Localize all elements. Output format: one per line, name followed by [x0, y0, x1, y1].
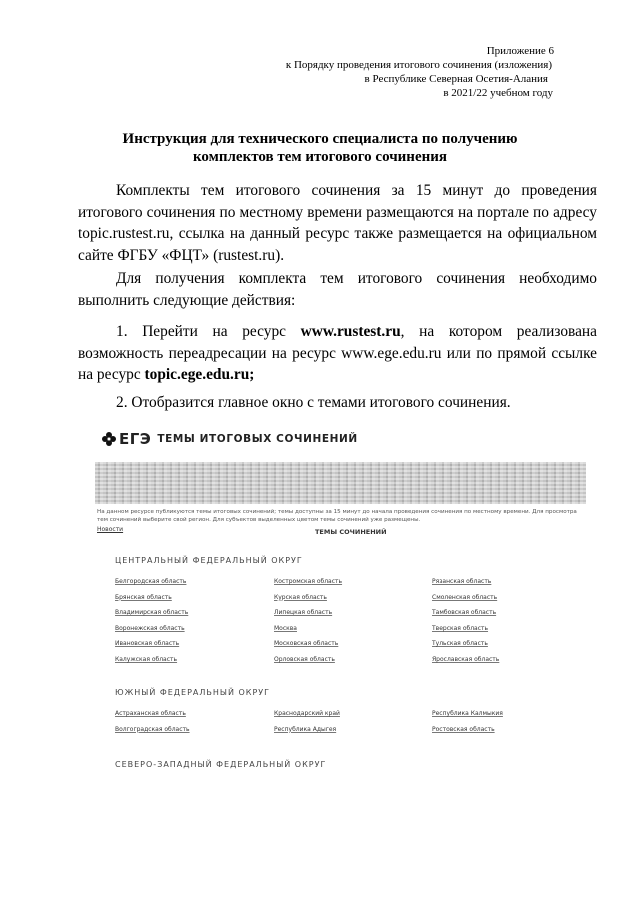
site-notice: На данном ресурсе публикуются темы итоговых сочинений; темы доступны за 15 минут до начала проведения сочинения по местному времени. Для просмотра тем сочинений выберите свой регион. Для субъектов выделенных цветом темы сочинений уже размещены.	[97, 509, 577, 523]
region-list	[115, 706, 575, 737]
region-link[interactable]: Смоленская область	[432, 593, 498, 601]
district-heading: СЕВЕРО-ЗАПАДНЫЙ ФЕДЕРАЛЬНЫЙ ОКРУГ	[115, 760, 327, 769]
region-link[interactable]: Тамбовская область	[432, 609, 497, 617]
region-link[interactable]: Московская область	[274, 640, 339, 648]
paragraph-text: Комплекты тем итогового сочинения за 15 минут до проведения итогового сочинения по местному времени размещаются на портале по адресу topic.rustest.ru, ссылка на данный ресурс также размещается на официальном сайте ФГБУ «ФЦТ» (rustest.ru).	[78, 182, 597, 264]
paragraph-step-1	[78, 321, 597, 386]
region-link[interactable]: Курская область	[274, 593, 327, 601]
paragraph-text: 2. Отобразится главное окно с темами итогового сочинения.	[116, 394, 511, 411]
appendix-line: в Республике Северная Осетия-Алания	[364, 73, 548, 85]
title-line: Инструкция для технического специалиста по получению	[122, 131, 518, 147]
ege-flower-icon	[101, 431, 117, 447]
region-link[interactable]: Тверская область	[432, 624, 489, 632]
region-link[interactable]: Краснодарский край	[274, 710, 340, 717]
region-link[interactable]: Волгоградская область	[115, 725, 190, 733]
title-line: комплектов тем итогового сочинения	[192, 149, 447, 165]
region-link[interactable]: Республика Калмыкия	[432, 710, 503, 717]
region-link[interactable]: Калужская область	[115, 655, 178, 663]
region-link[interactable]: Ярославская область	[432, 655, 500, 663]
site-title: ТЕМЫ ИТОГОВЫХ СОЧИНЕНИЙ	[157, 433, 358, 445]
step-text: 1. Перейти на ресурс	[116, 323, 301, 340]
themes-heading: ТЕМЫ СОЧИНЕНИЙ	[315, 528, 387, 536]
document-title	[0, 130, 640, 166]
region-link[interactable]: Тульская область	[432, 640, 488, 648]
topic-link: topic.ege.edu.ru;	[144, 366, 255, 383]
paragraph-steps-intro	[78, 268, 597, 311]
region-link[interactable]: Костромская область	[274, 578, 343, 585]
embedded-site-screenshot	[95, 424, 597, 784]
district-heading: ЮЖНЫЙ ФЕДЕРАЛЬНЫЙ ОКРУГ	[115, 688, 271, 697]
region-link[interactable]: Владимирская область	[115, 609, 189, 617]
region-link[interactable]: Белгородская область	[115, 578, 187, 585]
region-link[interactable]: Рязанская область	[432, 578, 492, 585]
step-text: , на котором реализована возможность переадресации на ресурс www.ege.edu.ru или по прямой ссылке на ресурс	[78, 323, 597, 383]
site-header	[101, 430, 358, 448]
region-list	[115, 574, 575, 668]
region-link[interactable]: Брянская область	[115, 593, 172, 601]
paragraph-step-2	[78, 392, 597, 414]
logo-text: ЕГЭ	[119, 430, 152, 448]
paragraph-intro	[78, 180, 597, 266]
region-link[interactable]: Астраханская область	[115, 710, 186, 717]
appendix-line: в 2021/22 учебном году	[443, 87, 553, 99]
appendix-line: к Порядку проведения итогового сочинения (изложения)	[285, 59, 552, 71]
region-link[interactable]: Воронежская область	[115, 624, 185, 632]
ege-logo	[101, 430, 151, 448]
paragraph-text	[78, 321, 597, 386]
rustest-link: www.rustest.ru	[300, 323, 401, 340]
paragraph-text: Для получения комплекта тем итогового сочинения необходимо выполнить следующие действия:	[78, 270, 597, 309]
region-link[interactable]: Ивановская область	[115, 640, 180, 648]
appendix-line: Приложение 6	[486, 45, 554, 57]
region-link[interactable]: Республика Адыгея	[274, 725, 337, 733]
region-link[interactable]: Ростовская область	[432, 725, 495, 733]
region-link[interactable]: Москва	[274, 624, 297, 632]
region-link[interactable]: Орловская область	[274, 655, 335, 663]
region-link[interactable]: Липецкая область	[274, 609, 333, 617]
district-heading: ЦЕНТРАЛЬНЫЙ ФЕДЕРАЛЬНЫЙ ОКРУГ	[115, 556, 303, 565]
header-banner	[95, 462, 586, 504]
news-link[interactable]: Новости	[97, 526, 124, 533]
appendix-header	[286, 44, 554, 100]
